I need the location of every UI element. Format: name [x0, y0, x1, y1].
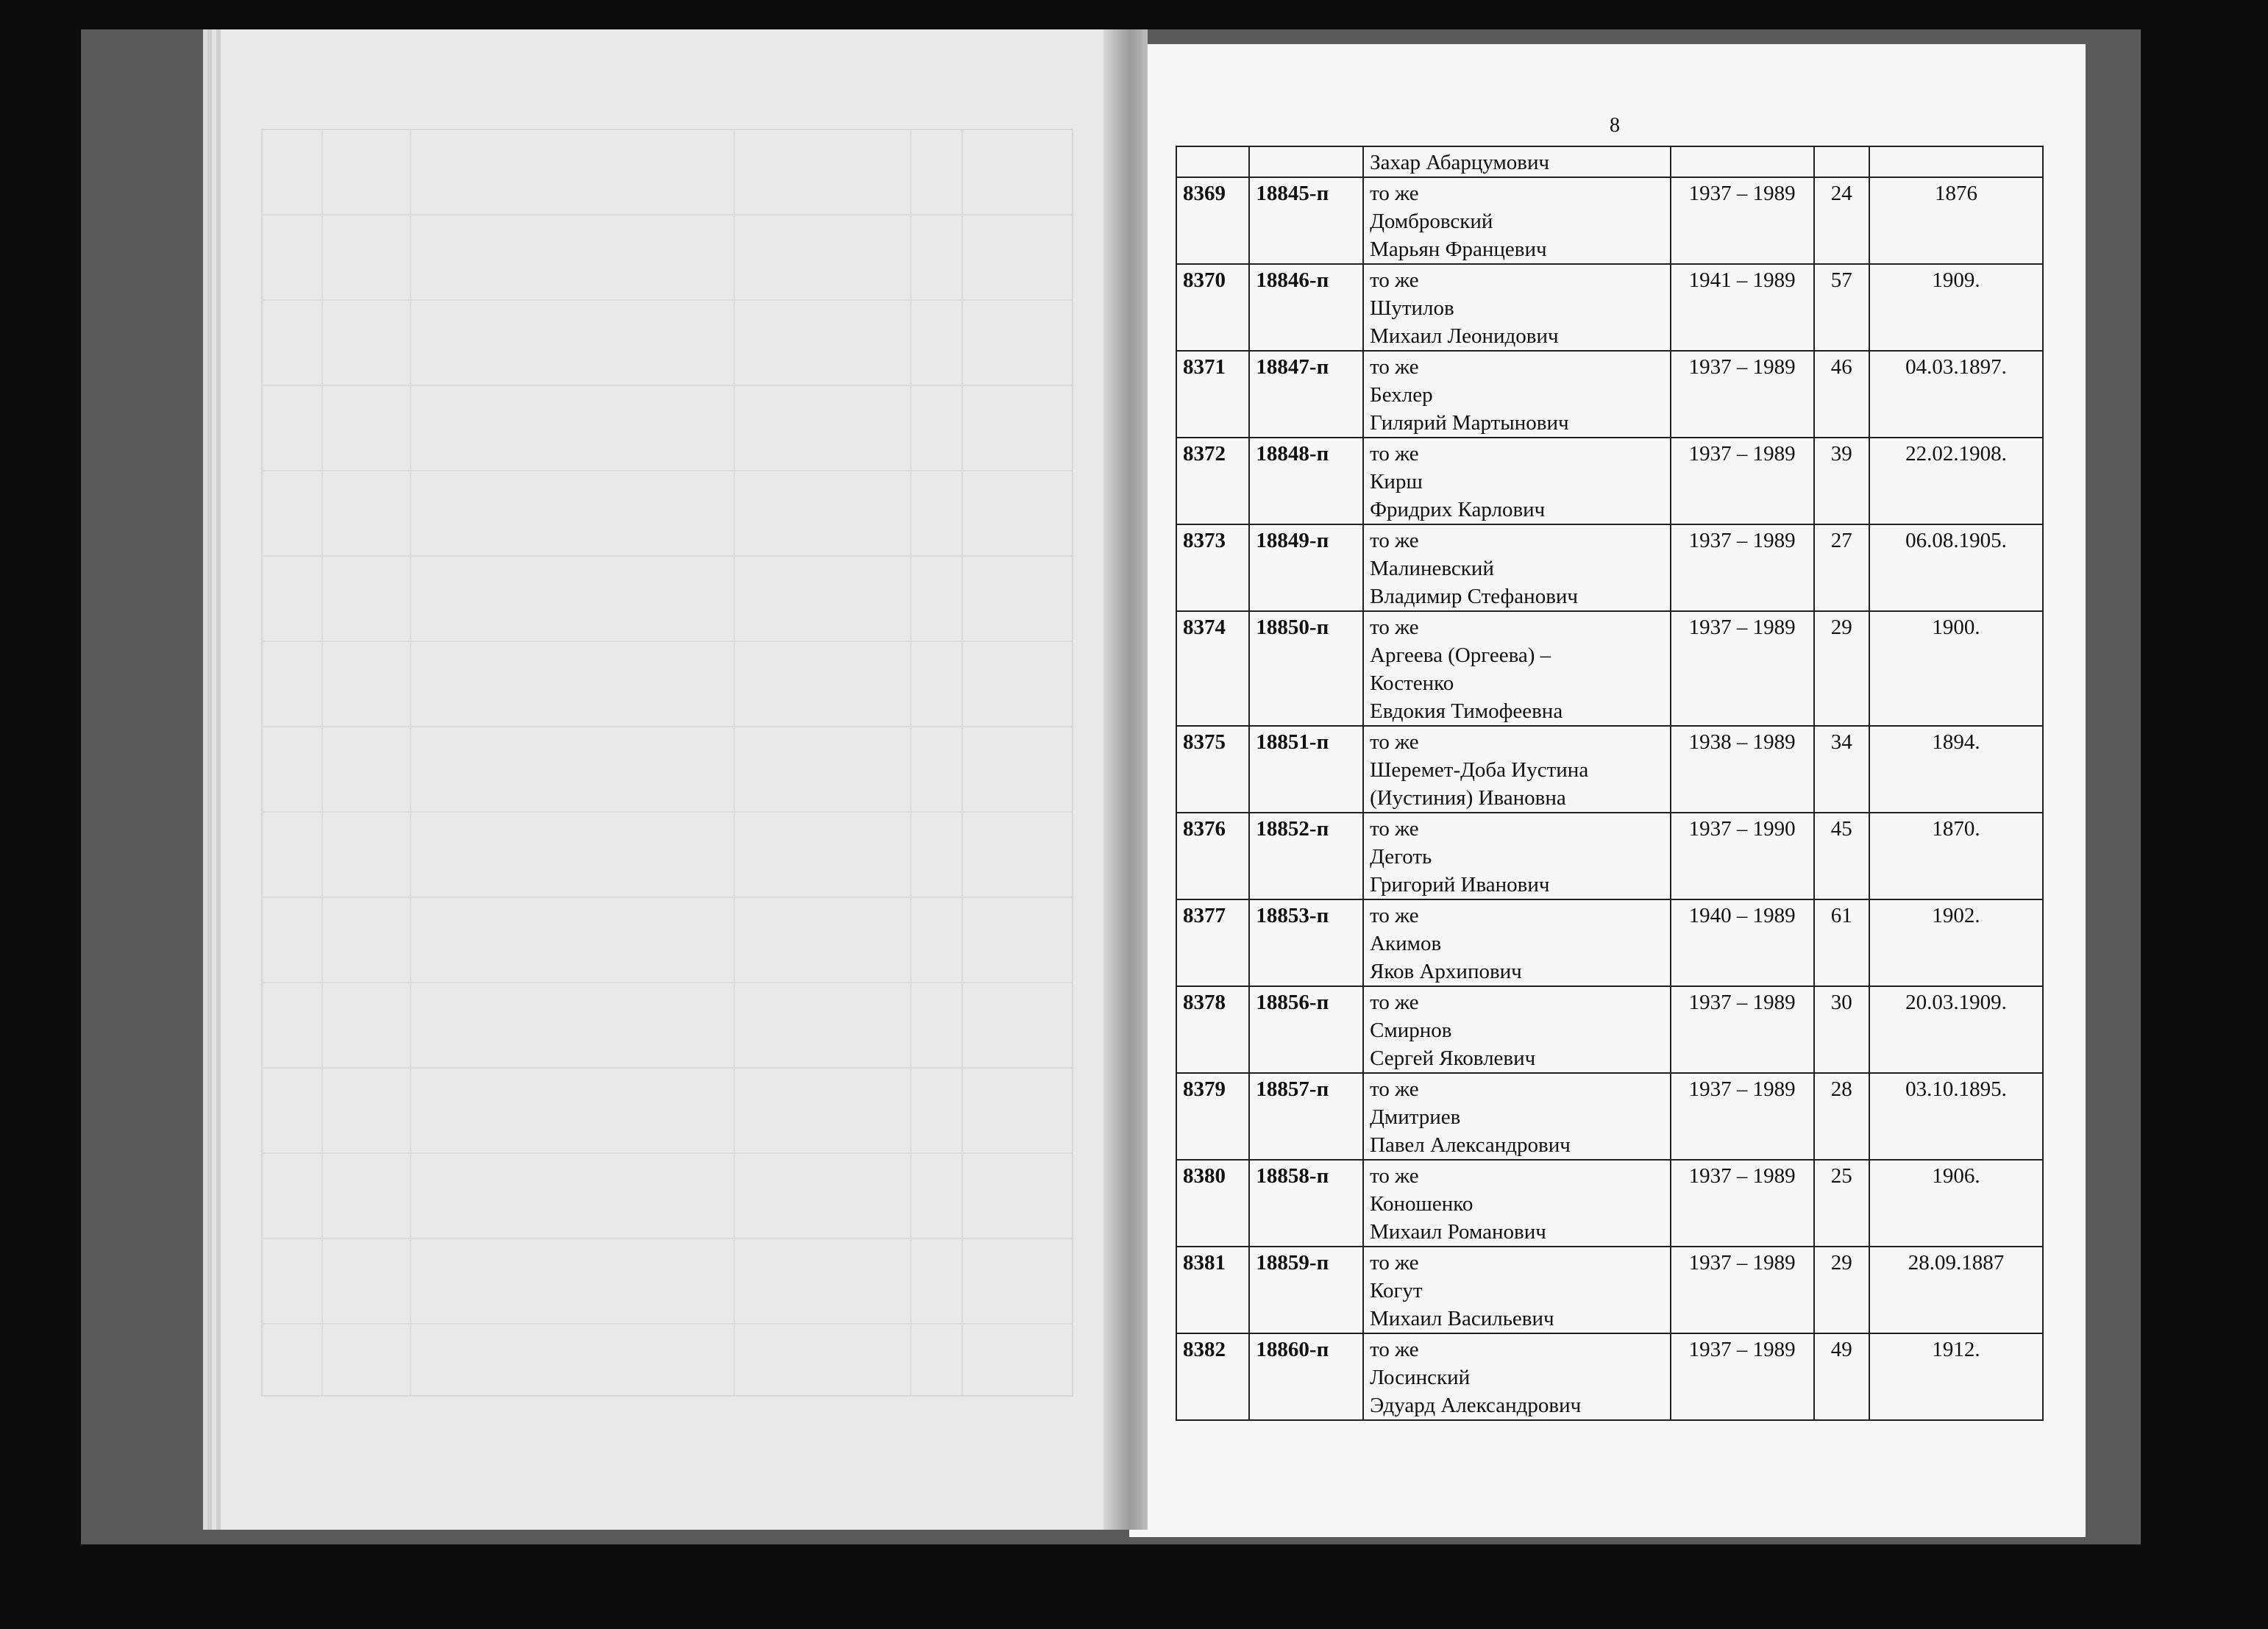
cell-file: 18851-п [1249, 726, 1363, 813]
cell-date: 04.03.1897. [1869, 351, 2043, 438]
cell-age: 25 [1814, 1160, 1869, 1247]
name-line: то же [1370, 182, 1419, 205]
table-row [1176, 524, 2043, 611]
cell-name [1363, 351, 1670, 438]
cell-file: 18860-п [1249, 1333, 1363, 1420]
cell-years: 1937 – 1989 [1671, 438, 1814, 524]
name-line: то же [1370, 442, 1419, 466]
cell-age: 39 [1814, 438, 1869, 524]
cell-file [1249, 146, 1363, 177]
cell-age: 45 [1814, 813, 1869, 899]
page-number: 8 [1610, 114, 1620, 137]
name-line: то же [1370, 529, 1419, 552]
table-row [1176, 351, 2043, 438]
cell-number: 8382 [1176, 1333, 1249, 1420]
cell-number: 8374 [1176, 611, 1249, 726]
name-line: Лосинский [1370, 1366, 1471, 1389]
name-line: Михаил Романович [1370, 1220, 1546, 1244]
table-row [1176, 813, 2043, 899]
cell-file: 18852-п [1249, 813, 1363, 899]
name-line: то же [1370, 1077, 1419, 1101]
cell-number: 8380 [1176, 1160, 1249, 1247]
cell-file: 18858-п [1249, 1160, 1363, 1247]
cell-age: 57 [1814, 264, 1869, 351]
name-line: Смирнов [1370, 1019, 1452, 1042]
name-line: Владимир Стефанович [1370, 585, 1578, 608]
cell-years: 1937 – 1989 [1671, 611, 1814, 726]
cell-file: 18845-п [1249, 177, 1363, 264]
cell-years: 1937 – 1989 [1671, 1247, 1814, 1333]
carryover-row [1176, 146, 2043, 177]
registry-table [1176, 146, 2044, 1421]
cell-date: 1900. [1869, 611, 2043, 726]
cell-years [1671, 146, 1814, 177]
cell-file: 18849-п [1249, 524, 1363, 611]
cell-name [1363, 899, 1670, 986]
name-line: Дмитриев [1370, 1105, 1461, 1129]
name-line: Шеремет-Доба Иустина [1370, 758, 1589, 782]
cell-number: 8369 [1176, 177, 1249, 264]
cell-file: 18853-п [1249, 899, 1363, 986]
cell-years: 1938 – 1989 [1671, 726, 1814, 813]
table-row [1176, 1333, 2043, 1420]
name-line: то же [1370, 355, 1419, 379]
cell-age: 61 [1814, 899, 1869, 986]
name-line: Деготь [1370, 845, 1432, 869]
table-row [1176, 1160, 2043, 1247]
cell-date: 1894. [1869, 726, 2043, 813]
cell-age: 30 [1814, 986, 1869, 1073]
table-row [1176, 438, 2043, 524]
cell-name [1363, 1247, 1670, 1333]
cell-number: 8377 [1176, 899, 1249, 986]
cell-date: 1870. [1869, 813, 2043, 899]
name-line: Яков Архипович [1370, 960, 1522, 983]
cell-date: 1909. [1869, 264, 2043, 351]
cell-number: 8375 [1176, 726, 1249, 813]
cell-name [1363, 1073, 1670, 1160]
name-line: то же [1370, 616, 1419, 639]
cell-file: 18850-п [1249, 611, 1363, 726]
cell-date [1869, 146, 2043, 177]
table-row [1176, 177, 2043, 264]
name-line: Шутилов [1370, 296, 1454, 320]
name-line: то же [1370, 1164, 1419, 1188]
name-line: Малиневский [1370, 557, 1494, 580]
cell-file: 18856-п [1249, 986, 1363, 1073]
cell-file: 18859-п [1249, 1247, 1363, 1333]
table-row [1176, 264, 2043, 351]
table-row [1176, 1247, 2043, 1333]
cell-name [1363, 611, 1670, 726]
cell-name [1363, 524, 1670, 611]
cell-number: 8379 [1176, 1073, 1249, 1160]
cell-date: 1876 [1869, 177, 2043, 264]
name-line: Домбровский [1370, 210, 1493, 233]
table-row [1176, 611, 2043, 726]
table-row [1176, 986, 2043, 1073]
name-line: Кирш [1370, 470, 1423, 493]
name-line: Аргеева (Оргеева) – [1370, 644, 1551, 667]
table-row [1176, 726, 2043, 813]
name-line: Марьян Францевич [1370, 238, 1547, 261]
cell-age: 29 [1814, 1247, 1869, 1333]
cell-number: 8372 [1176, 438, 1249, 524]
cell-file: 18847-п [1249, 351, 1363, 438]
name-line: то же [1370, 904, 1419, 927]
cell-date: 06.08.1905. [1869, 524, 2043, 611]
cell-file: 18848-п [1249, 438, 1363, 524]
cell-years: 1937 – 1989 [1671, 177, 1814, 264]
name-line: Михаил Васильевич [1370, 1307, 1554, 1330]
name-line: то же [1370, 1338, 1419, 1361]
cell-years: 1937 – 1990 [1671, 813, 1814, 899]
cell-years: 1937 – 1989 [1671, 351, 1814, 438]
cell-number: 8370 [1176, 264, 1249, 351]
name-line: Гилярий Мартынович [1370, 411, 1569, 435]
name-line: то же [1370, 1251, 1419, 1275]
cell-age: 27 [1814, 524, 1869, 611]
name-line: Коношенко [1370, 1192, 1474, 1216]
cell-date: 1912. [1869, 1333, 2043, 1420]
name-line: Фридрих Карлович [1370, 498, 1546, 521]
name-line: то же [1370, 730, 1419, 754]
cell-file: 18846-п [1249, 264, 1363, 351]
name-line: Евдокия Тимофеевна [1370, 699, 1563, 723]
cell-date: 1906. [1869, 1160, 2043, 1247]
book-gutter [1103, 29, 1148, 1530]
cell-age: 29 [1814, 611, 1869, 726]
cell-date: 1902. [1869, 899, 2043, 986]
cell-age: 34 [1814, 726, 1869, 813]
name-line: Акимов [1370, 932, 1442, 955]
table-row [1176, 899, 2043, 986]
cell-number: 8373 [1176, 524, 1249, 611]
name-line: (Иустиния) Ивановна [1370, 786, 1566, 810]
name-line: Когут [1370, 1279, 1423, 1302]
cell-name [1363, 438, 1670, 524]
cell-years: 1937 – 1989 [1671, 1333, 1814, 1420]
cell-date: 22.02.1908. [1869, 438, 2043, 524]
cell-age: 28 [1814, 1073, 1869, 1160]
name-line: Павел Александрович [1370, 1133, 1571, 1157]
name-line: Сергей Яковлевич [1370, 1047, 1536, 1070]
name-line: Эдуард Александрович [1370, 1394, 1582, 1417]
cell-years: 1937 – 1989 [1671, 524, 1814, 611]
cell-date: 28.09.1887 [1869, 1247, 2043, 1333]
cell-number [1176, 146, 1249, 177]
show-through-table [261, 129, 1073, 1397]
cell-date: 03.10.1895. [1869, 1073, 2043, 1160]
name-line: Бехлер [1370, 383, 1433, 407]
name-line: то же [1370, 991, 1419, 1014]
cell-age: 24 [1814, 177, 1869, 264]
cell-date: 20.03.1909. [1869, 986, 2043, 1073]
cell-name [1363, 264, 1670, 351]
cell-years: 1937 – 1989 [1671, 986, 1814, 1073]
cell-name [1363, 177, 1670, 264]
name-line: то же [1370, 817, 1419, 841]
cell-name [1363, 726, 1670, 813]
cell-years: 1941 – 1989 [1671, 264, 1814, 351]
table-row [1176, 1073, 2043, 1160]
cell-number: 8381 [1176, 1247, 1249, 1333]
cell-age [1814, 146, 1869, 177]
cell-years: 1940 – 1989 [1671, 899, 1814, 986]
cell-age: 49 [1814, 1333, 1869, 1420]
cell-file: 18857-п [1249, 1073, 1363, 1160]
cell-name [1363, 986, 1670, 1073]
cell-number: 8378 [1176, 986, 1249, 1073]
cell-number: 8371 [1176, 351, 1249, 438]
cell-name [1363, 813, 1670, 899]
name-line: Михаил Леонидович [1370, 324, 1559, 348]
cell-years: 1937 – 1989 [1671, 1160, 1814, 1247]
cell-number: 8376 [1176, 813, 1249, 899]
name-line: то же [1370, 268, 1419, 292]
cell-name [1363, 1333, 1670, 1420]
name-line: Григорий Иванович [1370, 873, 1550, 897]
cell-age: 46 [1814, 351, 1869, 438]
name-line: Костенко [1370, 671, 1454, 695]
cell-name [1363, 1160, 1670, 1247]
cell-name: Захар Абарцумович [1363, 146, 1670, 177]
cell-years: 1937 – 1989 [1671, 1073, 1814, 1160]
